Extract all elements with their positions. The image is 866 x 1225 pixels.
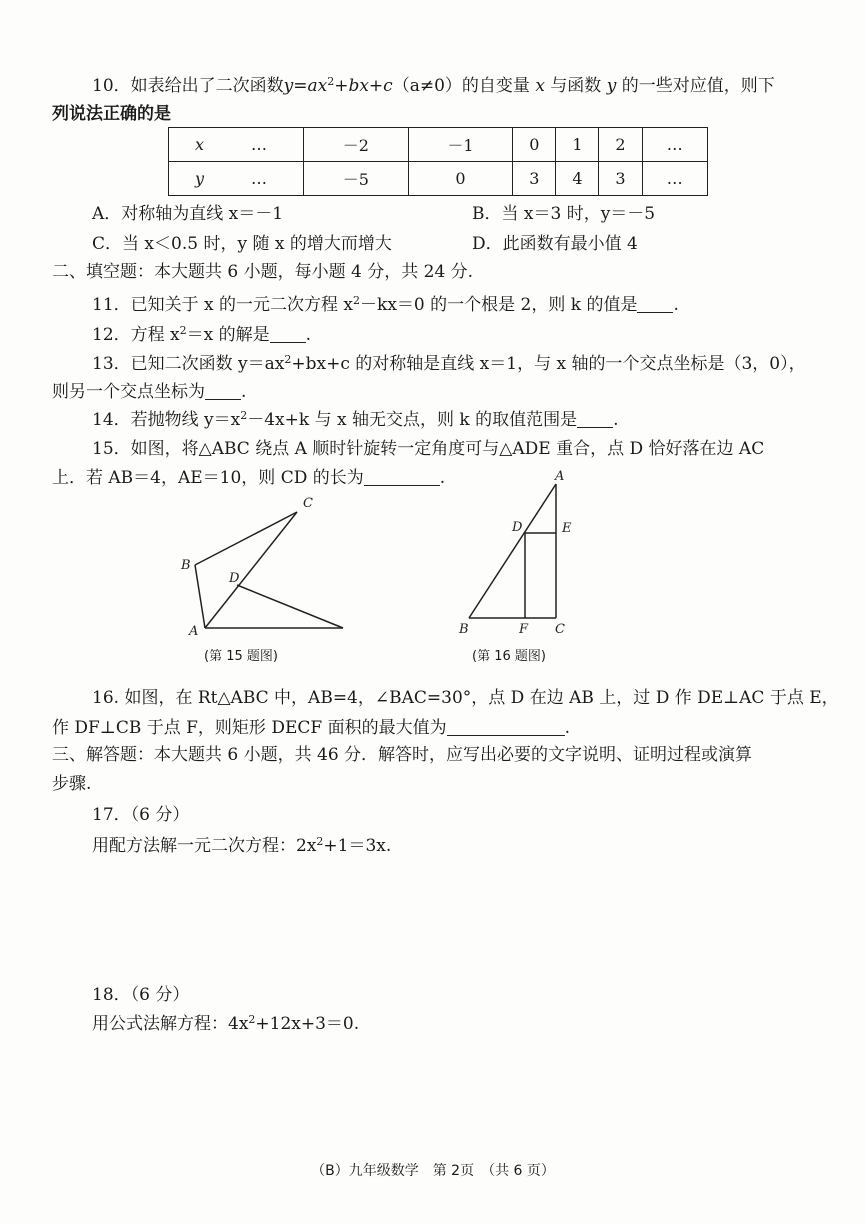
fig15-label-c: C	[303, 496, 313, 511]
q10-option-c: C．当 x＜0.5 时，y 随 x 的增大而增大	[92, 234, 392, 254]
figure-16	[455, 466, 595, 641]
q14: 14．若抛物线 $y=x^2-4x+k$ 与 x 轴无交点，则 k 的取值范围是 .	[92, 409, 619, 430]
q10-line2: 列说法正确的是	[52, 104, 171, 124]
fig15-label-b: B	[181, 558, 191, 573]
fig16-label-d: D	[512, 520, 523, 535]
q11: 11．已知关于 x 的一元二次方程 $x^2-kx=0$ 的一个根是 2，则 k 的值是 .	[92, 294, 679, 315]
answer-blank	[364, 467, 440, 486]
page-footer: （B）九年级数学 第 2页 （共 6 页）	[311, 1163, 555, 1179]
q13-line1: 13．已知二次函数 $y=ax^2+bx+c$ 的对称轴是直线 x＝1，与 x 轴的一个交点坐标是（3，0），	[92, 353, 806, 374]
fig15-caption: (第 15 题图)	[204, 649, 278, 664]
q15-line2: 上．若 AB＝4，AE＝10，则 CD 的长为 .	[52, 468, 446, 488]
figure-15	[175, 490, 365, 640]
answer-blank	[577, 409, 613, 428]
q13-line2: 则另一个交点坐标为 .	[52, 382, 247, 402]
q16-line2: 作 DF⊥CB 于点 F，则矩形 DECF 面积的最大值为 .	[52, 718, 570, 738]
value-table	[168, 127, 708, 196]
fig15-label-d: D	[229, 571, 240, 586]
fig15-label-a: A	[189, 624, 199, 639]
fig16-label-b: B	[459, 622, 469, 637]
fig16-label-a: A	[555, 469, 565, 484]
q18-head: 18．（6 分）	[92, 985, 190, 1005]
q18-text: 用公式法解方程：$4x^2+12x+3=0$.	[92, 1013, 360, 1034]
q15-line1: 15．如图，将△ABC 绕点 A 顺时针旋转一定角度可与△ADE 重合，点 D 恰好落在边 AC	[92, 439, 765, 459]
q10-number: 10．	[92, 76, 131, 96]
answer-blank	[637, 294, 673, 313]
q10-option-a: A．对称轴为直线 x＝－1	[92, 204, 284, 224]
answer-blank	[205, 381, 241, 400]
fig16-label-e: E	[562, 521, 572, 536]
section-3-heading: 三、解答题：本大题共 6 小题，共 46 分．解答时，应写出必要的文字说明、证明过程或演算	[52, 745, 753, 765]
q16-line1: 16. 如图，在 Rt△ABC 中，AB=4，∠BAC=30°，点 D 在边 AB 上，过 D 作 DE⊥AC 于点 E，	[92, 688, 839, 708]
answer-blank	[447, 717, 565, 736]
section-3-heading-cont: 步骤.	[52, 774, 92, 794]
q10-option-b: B．当 x＝3 时，y＝－5	[472, 204, 656, 224]
fig16-caption: (第 16 题图)	[472, 649, 546, 664]
answer-blank	[270, 324, 306, 343]
q17-head: 17．（6 分）	[92, 805, 190, 825]
q10-line1: 10．如表给出了二次函数$y=ax^2+bx+c(a\ne 0)$的自变量 x 与函数 y 的一些对应值，则下	[92, 75, 775, 96]
table-row: y … －5 0 3 4 3 …	[169, 162, 708, 196]
fig16-label-f: F	[519, 622, 529, 637]
table-row: x … －2 －1 0 1 2 …	[169, 128, 708, 162]
fig16-label-c: C	[555, 622, 565, 637]
q17-text: 用配方法解一元二次方程：$2x^2+1=3x$.	[92, 835, 392, 856]
q10-option-d: D．此函数有最小值 4	[472, 234, 638, 254]
q12: 12．方程 $x^2=x$ 的解是 .	[92, 324, 312, 345]
section-2-heading: 二、填空题：本大题共 6 小题，每小题 4 分，共 24 分.	[52, 262, 474, 282]
